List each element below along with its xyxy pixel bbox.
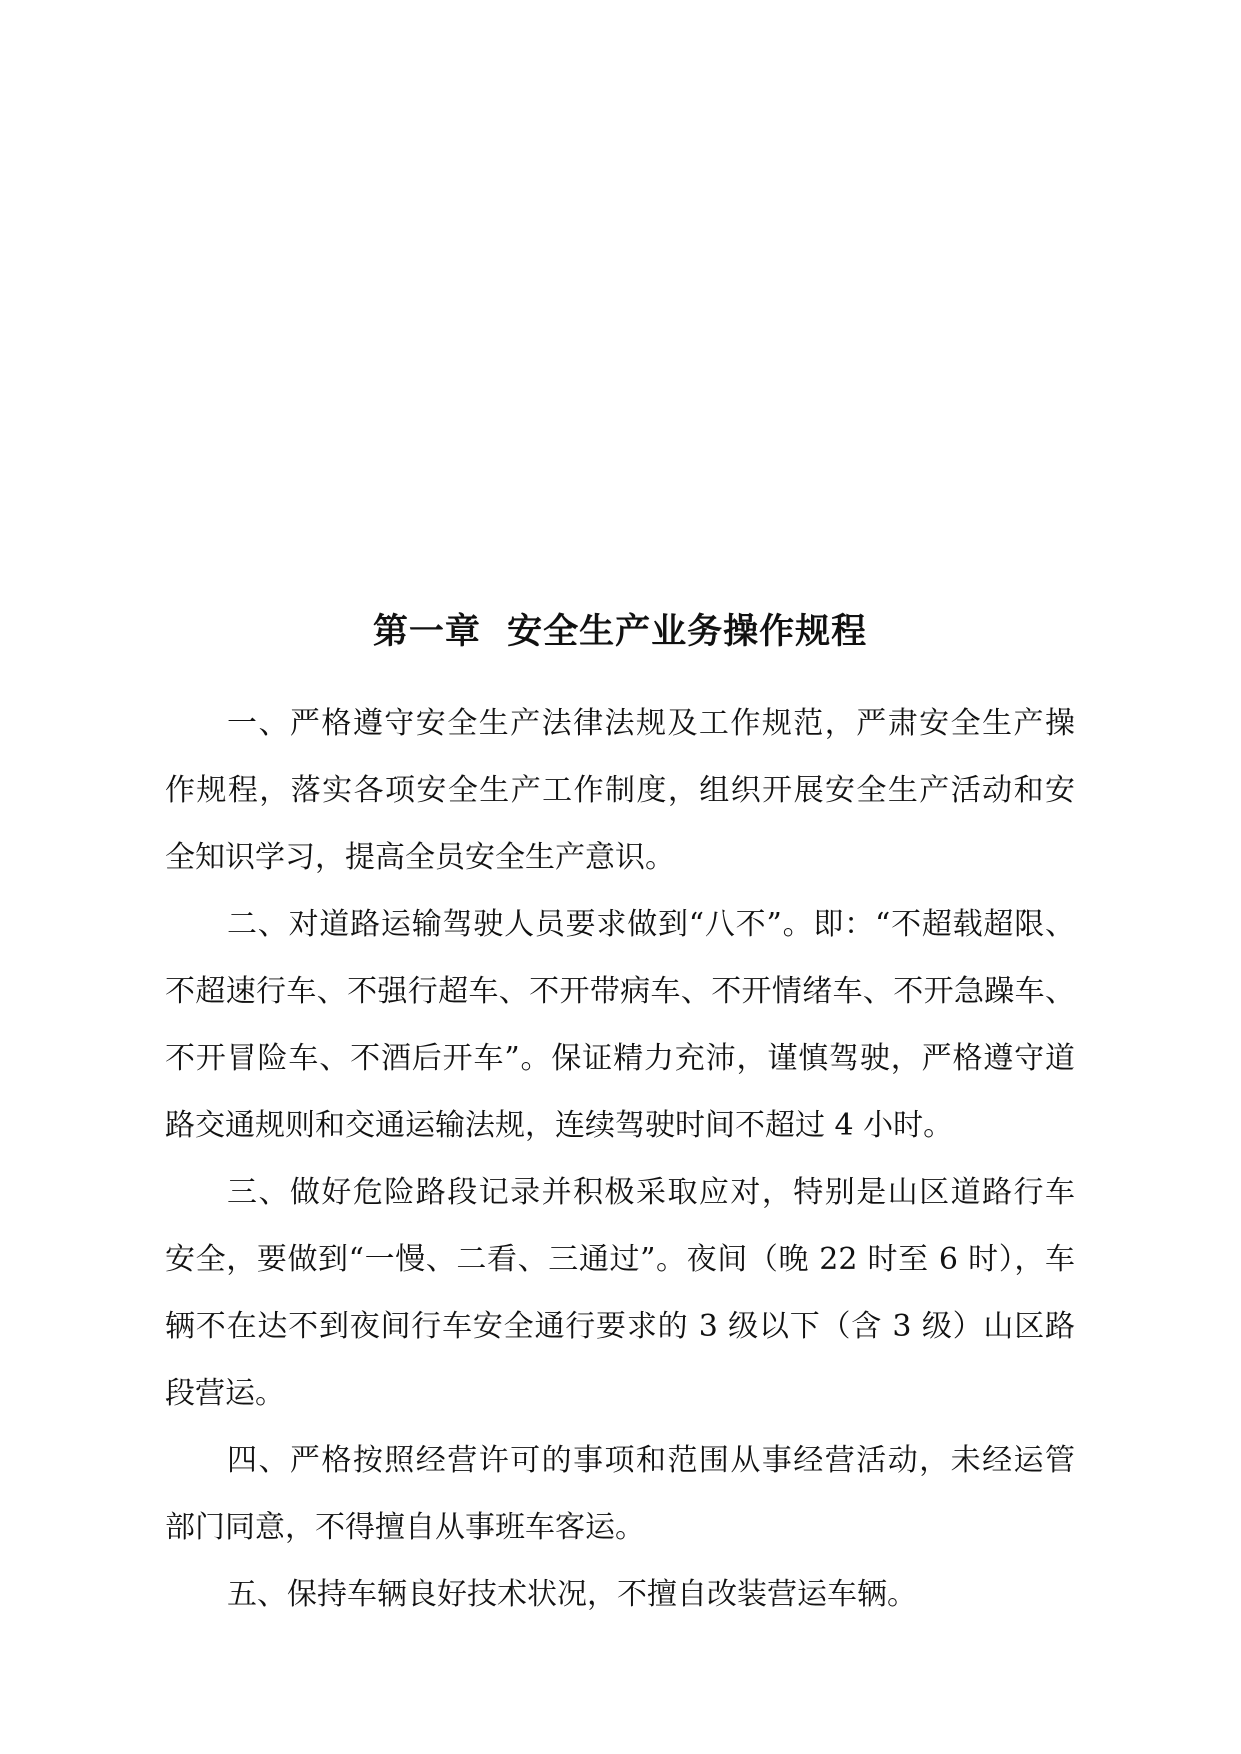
paragraph-5 bbox=[165, 1561, 1075, 1628]
paragraph-line: 不超速行车、不强行超车、不开带病车、不开情绪车、不开急躁车、 bbox=[165, 974, 1075, 1009]
paragraph-line: 辆不在达不到夜间行车安全通行要求的 3 级以下（含 3 级）山区路 bbox=[165, 1309, 1075, 1344]
paragraph-line: 部门同意，不得擅自从事班车客运。 bbox=[165, 1510, 645, 1545]
paragraph-line: 五、保持车辆良好技术状况，不擅自改装营运车辆。 bbox=[227, 1577, 917, 1612]
paragraph-line: 段营运。 bbox=[165, 1376, 285, 1411]
paragraph-line: 不开冒险车、不酒后开车”。保证精力充沛，谨慎驾驶，严格遵守道 bbox=[165, 1041, 1075, 1076]
paragraph-line: 安全，要做到“一慢、二看、三通过”。夜间（晚 22 时至 6 时），车 bbox=[165, 1242, 1075, 1277]
paragraph-line: 三、做好危险路段记录并积极采取应对，特别是山区道路行车 bbox=[227, 1175, 1075, 1210]
paragraph-line: 二、对道路运输驾驶人员要求做到“八不”。即：“不超载超限、 bbox=[227, 907, 1075, 942]
paragraph-line: 四、严格按照经营许可的事项和范围从事经营活动，未经运管 bbox=[227, 1443, 1075, 1478]
paragraph-1 bbox=[165, 690, 1075, 891]
paragraph-line: 一、严格遵守安全生产法律法规及工作规范，严肃安全生产操 bbox=[227, 706, 1075, 741]
paragraph-line: 全知识学习，提高全员安全生产意识。 bbox=[165, 840, 675, 875]
chapter-title: 第一章 安全生产业务操作规程 bbox=[372, 611, 868, 652]
paragraph-3 bbox=[165, 1159, 1075, 1427]
paragraph-4 bbox=[165, 1427, 1075, 1561]
paragraph-line: 路交通规则和交通运输法规，连续驾驶时间不超过 4 小时。 bbox=[165, 1108, 954, 1143]
paragraph-line: 作规程，落实各项安全生产工作制度，组织开展安全生产活动和安 bbox=[165, 773, 1075, 808]
paragraph-2 bbox=[165, 891, 1075, 1159]
